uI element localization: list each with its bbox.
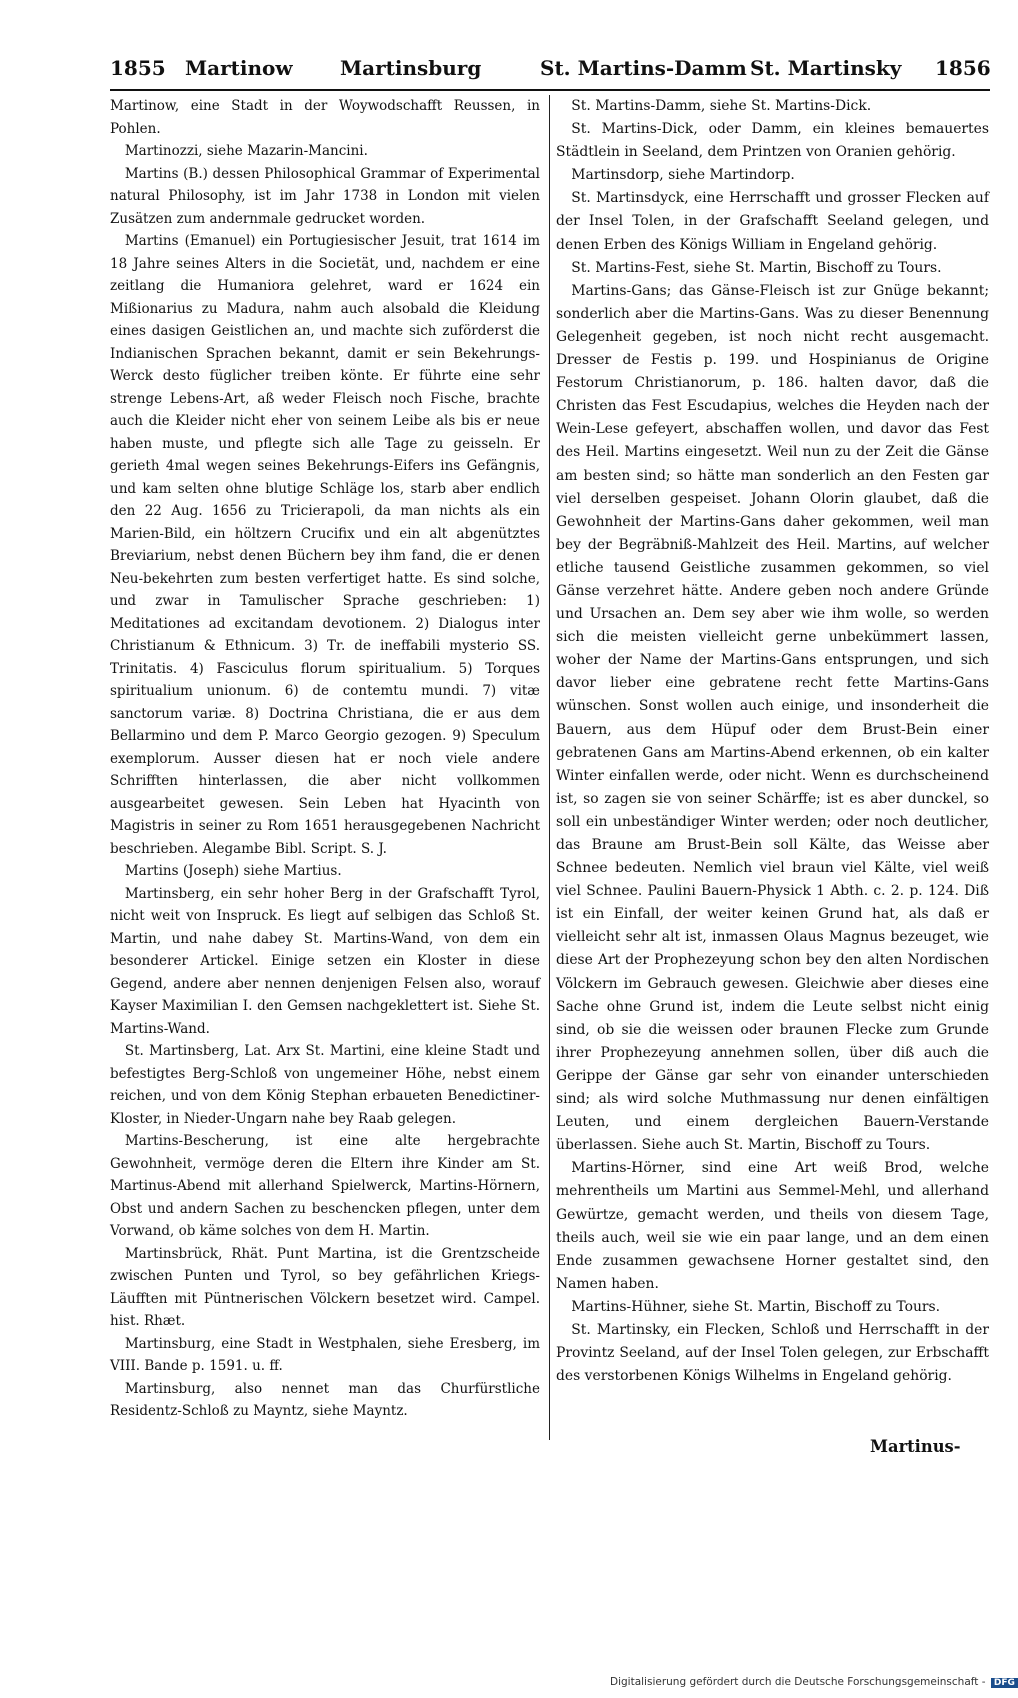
page-number-left: 1855 <box>110 56 166 80</box>
entry-st-martinsdyck: St. Martinsdyck, eine Herrschafft und grosser Flecken auf der Insel Tolen, in der Grafschafft Seeland gelegen, und denen Erben des Königs William in Engeland gehörig. <box>556 190 989 253</box>
entry-martins-bescherung: Martins-Bescherung, ist eine alte hergebrachte Gewohnheit, vermöge deren die Eltern ihre Kinder am St. Martinus-Abend mit allerhand Spielwerck, Martins-Hörnern, Obst und andern Sachen zu beschencken pflegen, unter dem Vorwand, ob käme solches von dem H. Martin. <box>110 1133 540 1239</box>
header-catchword-left-1: Martinow <box>185 56 293 80</box>
entry-st-martins-fest: St. Martins-Fest, siehe St. Martin, Bischoff zu Tours. <box>571 259 942 276</box>
entry-martins-hoerner: Martins-Hörner, sind eine Art weiß Brod, welche mehrentheils um Martini aus Semmel-Mehl, und allerhand Gewürtze, gemacht werden, und theils von diesem Tage, theils auch, weil sie wie ein paar lange, und an dem einen Ende zusammen gewachsene Horner gestaltet sind, den Namen haben. <box>556 1160 989 1292</box>
entry-st-martinsky: St. Martinsky, ein Flecken, Schloß und Herrschafft in der Provintz Seeland, auf der Insel Tolen gelegen, zur Erbschafft des verstorbenen Königs Wilhelms in Engeland gehörig. <box>556 1321 989 1385</box>
header-catchword-right-1: St. Martins-Damm <box>540 56 747 80</box>
left-column <box>110 95 540 1423</box>
entry-martins-gans: Martins-Gans; das Gänse-Fleisch ist zur Gnüge bekannt; sonderlich aber die Martins-Gans. Was zu dieser Benennung Gelegenheit gegeben, ist noch nicht recht ausgemacht. Dresser de Festis p. 199. und Hospinianus de Origine Festorum Christianorum, p. 186. halten davor, daß die Christen das Fest Escudapius, welches die Heyden nach der Wein-Lese gefeyert, abschaffen wollen, und davor das Fest des Heil. Martins eingesetzt. Weil nun zu der Zeit die Gänse am besten sind; so hätte man sonderlich an den Festen gar viel derselben gespeiset. Johann Olorin glaubet, daß die Gewohnheit der Martins-Gans daher gekommen, weil man bey der Begräbniß-Mahlzeit des Heil. Martins, auf welcher etliche tausend Geistliche zusammen gekommen, so viel Gänse verzehret hätte. Andere geben noch andere Gründe und Ursachen an. Dem sey aber wie ihm wolle, so werden sich die meisten vielleicht gerne unbekümmert lassen, woher der Name der Martins-Gans entsprungen, und sich davor lieber eine gebratene recht fette Martins-Gans wünschen. Sonst wollen auch einige, und insonderheit die Bauern, aus dem Hüpuf oder dem Brust-Bein einer gebratenen Gans am Martins-Abend erkennen, ob ein kalter Winter einfallen werde, oder nicht. Wenn es durchscheinend ist, so zagen sie von seiner Schärffe; ist es aber dunckel, so soll ein unbeständiger Winter werden; oder noch deutlicher, das Braune am Brust-Bein soll Kälte, das Weisse aber Schnee bedeuten. Nemlich viel braun viel Kälte, viel weiß viel Schnee. Paulini Bauern-Physick 1 Abth. c. 2. p. 124. Diß ist ein Einfall, der weiter keinen Grund hat, als daß er vielleicht sehr alt ist, inmassen Olaus Magnus bezeuget, wie diese Art der Prophezeyung schon bey den alten Nordischen Völckern im Gebrauch gewesen. Gleichwie aber dieses eine Sache ohne Grund ist, indem die Leute selbst nicht einig sind, ob sie die weissen oder braunen Flecke zum Grunde ihrer Prophezeyung annehmen sollen, über diß auch die Gerippe der Gänse gar sehr von einander unterschieden sind; als wird solche Muthmassung nur denen einfältigen Leuten, und einem dergleichen Bauern-Verstande überlassen. Siehe auch St. Martin, Bischoff zu Tours. <box>556 282 989 1154</box>
dfg-logo: DFG <box>991 1678 1018 1688</box>
header-catchword-right-2: St. Martinsky <box>750 56 902 80</box>
page-number-right: 1856 <box>935 56 991 80</box>
footer-text: Digitalisierung gefördert durch die Deutsche Forschungsgemeinschaft - <box>610 1676 986 1688</box>
entry-martinsberg: Martinsberg, ein sehr hoher Berg in der Grafschafft Tyrol, nicht weit von Inspruck. Es liegt auf selbigen das Schloß St. Martin, und nahe dabey St. Martins-Wand, von dem ein besonderer Artickel. Einige setzen ein Kloster in diese Gegend, andere aber nennen denjenigen Felsen also, worauf Kayser Maximilian I. den Gemsen nachgeklettert ist. Siehe St. Martins-Wand. <box>110 885 540 1037</box>
running-header <box>110 52 990 88</box>
entry-martinsbrueck: Martinsbrück, Rhät. Punt Martina, ist die Grentzscheide zwischen Punten und Tyrol, so bey gefährlichen Kriegs-Läufften mit Püntnerischen Völckern besetzet wird. Campel. hist. Rhæt. <box>110 1245 540 1329</box>
entry-martins-b: Martins (B.) dessen Philosophical Grammar of Experimental natural Philosophy, ist im Jahr 1738 in London mit vielen Zusätzen zum andernmale gedrucket worden. <box>110 165 540 227</box>
entry-martinsdorp: Martinsdorp, siehe Martindorp. <box>571 167 795 184</box>
entry-martinsburg-westphalen: Martinsburg, eine Stadt in Westphalen, siehe Eresberg, im VIII. Bande p. 1591. u. ff. <box>110 1335 540 1374</box>
header-rule <box>110 89 990 91</box>
header-catchword-left-2: Martinsburg <box>340 56 482 80</box>
entry-martinow: Martinow, eine Stadt in der Woywodschafft Reussen, in Pohlen. <box>110 98 540 137</box>
entry-martins-huehner: Martins-Hühner, siehe St. Martin, Bischoff zu Tours. <box>571 1298 941 1315</box>
entry-martins-emanuel: Martins (Emanuel) ein Portugiesischer Jesuit, trat 1614 im 18 Jahre seines Alters in die Societät, und, nachdem er eine zeitlang die Humaniora gelehret, ward er 1624 ein Mißionarius zu Madura, nahm auch alsobald die Kleidung eines dasigen Geistlichen an, und machte sich zuförderst die Indianischen Sprachen bekannt, damit er sein Bekehrungs-Werck desto füglicher treiben könte. Er führte eine sehr strenge Lebens-Art, aß weder Fleisch noch Fische, brachte auch die Kleider nicht eher von seinem Leibe als bis er neue haben muste, und pflegte sich alle Tage zu geisseln. Er gerieth 4mal wegen seines Bekehrungs-Eifers ins Gefängnis, und kam selten ohne blutige Schläge los, starb aber endlich den 22 Aug. 1656 zu Tricierapoli, da man nichts als ein Marien-Bild, ein höltzern Crucifix und ein alt abgenütztes Breviarium, nebst denen Büchern bey ihm fand, die er denen Neu-bekehrten zum besten verfertiget hatte. Es sind solche, und zwar in Tamulischer Sprache geschrieben: 1) Meditationes ad excitandam devotionem. 2) Dialogus inter Christianum & Ethnicum. 3) Tr. de ineffabili mysterio SS. Trinitatis. 4) Fasciculus florum spiritualium. 5) Torques spiritualium unionum. 6) de contemtu mundi. 7) vitæ sanctorum variæ. 8) Doctrina Christiana, die er aus dem Bellarmino und dem P. Marco Georgio gezogen. 9) Speculum exemplorum. Ausser diesen hat er noch viele andere Schrifften hinterlassen, die aber nicht vollkommen ausgearbeitet gewesen. Sein Leben hat Hyacinth von Magistris in seiner zu Rom 1651 herausgegebenen Nachricht beschrieben. Alegambe Bibl. Script. S. J. <box>110 233 540 857</box>
catchword: Martinus- <box>870 1437 961 1456</box>
right-column <box>556 95 989 1388</box>
column-divider <box>549 95 550 1440</box>
entry-st-martinsberg: St. Martinsberg, Lat. Arx St. Martini, eine kleine Stadt und befestigtes Berg-Schloß von ungemeiner Höhe, nebst einem reichen, und von dem König Stephan erbaueten Benedictiner-Kloster, in Nieder-Ungarn nahe bey Raab gelegen. <box>110 1043 540 1127</box>
entry-martinsburg-mayntz: Martinsburg, also nennet man das Churfürstliche Residentz-Schloß zu Mayntz, siehe Mayntz. <box>110 1380 540 1419</box>
entry-st-martins-dick: St. Martins-Dick, oder Damm, ein kleines bemauertes Städtlein in Seeland, dem Printzen von Oranien gehörig. <box>556 121 989 161</box>
entry-martinozzi: Martinozzi, siehe Mazarin-Mancini. <box>124 143 368 159</box>
digitization-footer <box>610 1676 1018 1688</box>
entry-martins-joseph: Martins (Joseph) siehe Martius. <box>124 863 342 879</box>
entry-st-martins-damm: St. Martins-Damm, siehe St. Martins-Dick. <box>571 98 872 114</box>
